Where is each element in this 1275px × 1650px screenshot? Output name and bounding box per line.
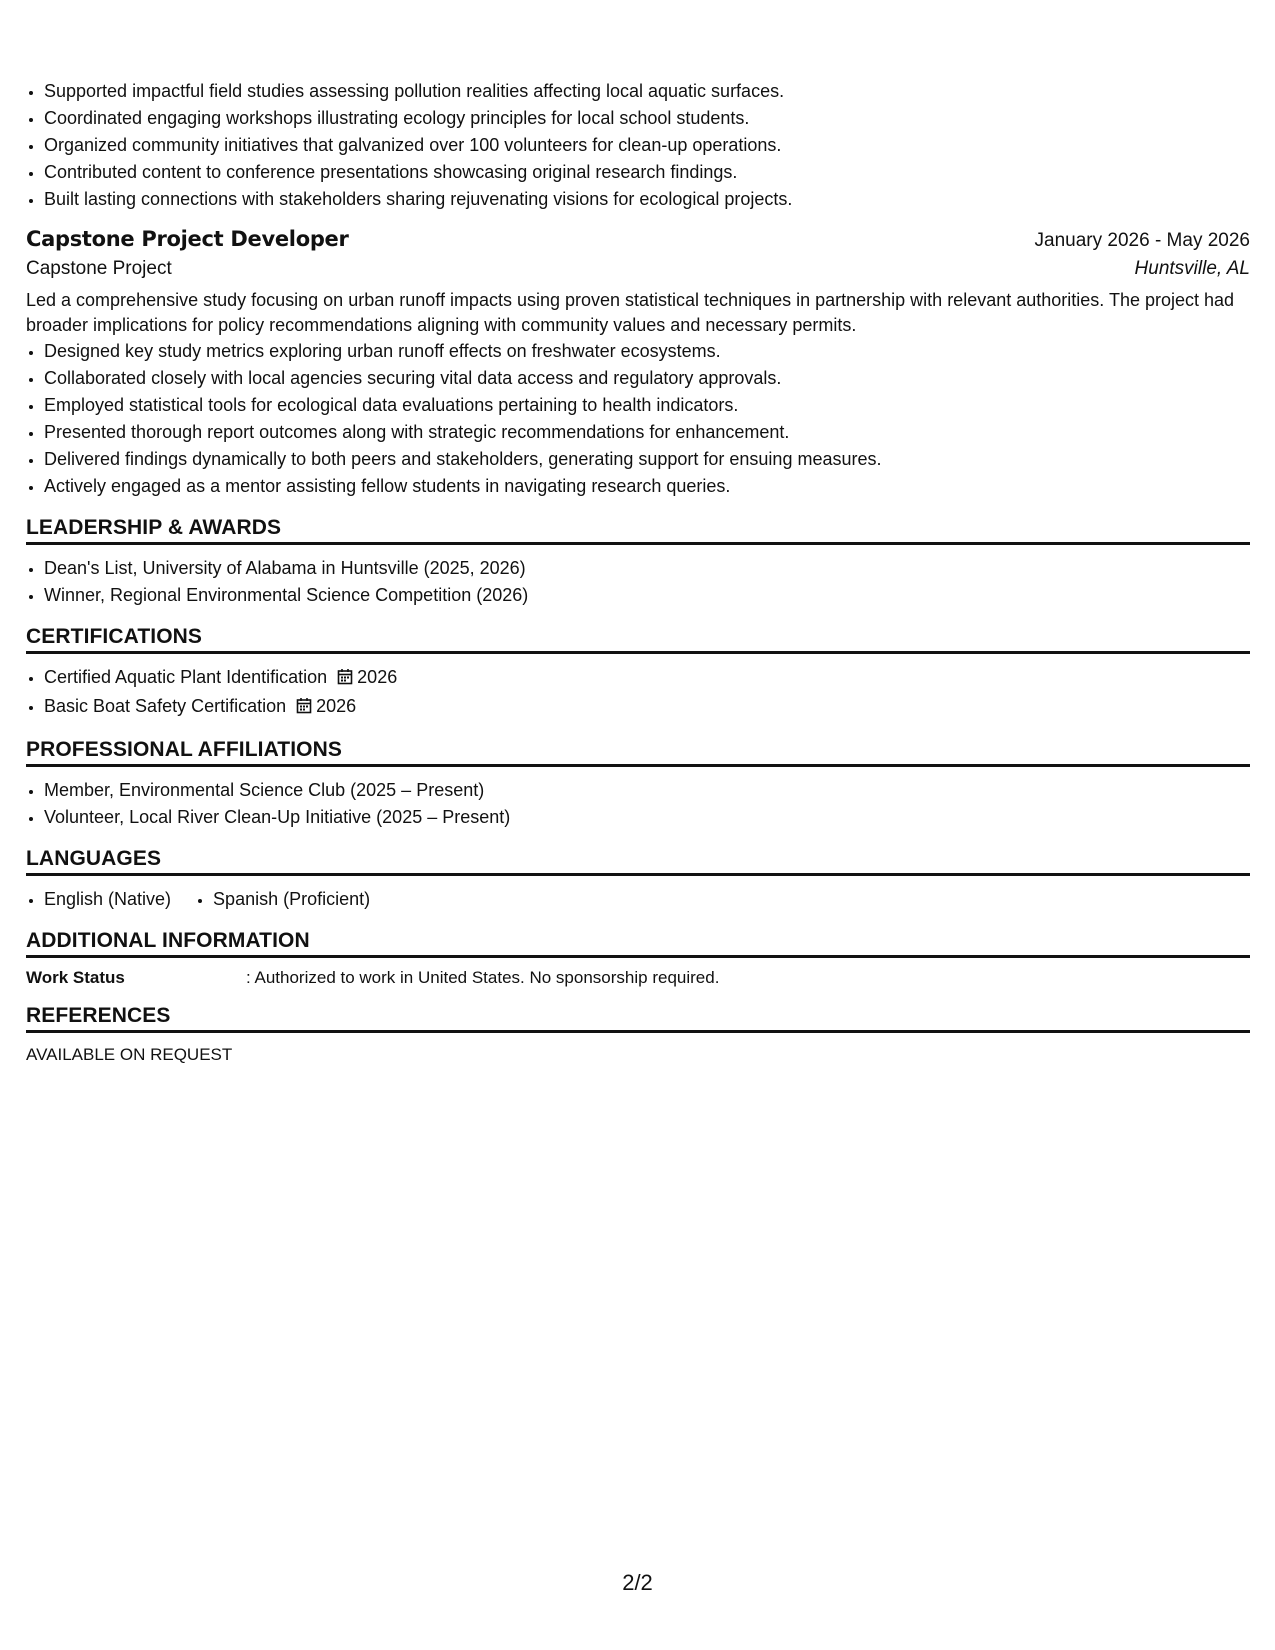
calendar-icon	[337, 666, 353, 693]
list-item: • Spanish (Proficient)	[213, 886, 370, 913]
section-title: ADDITIONAL INFORMATION	[26, 929, 1250, 958]
section-title: CERTIFICATIONS	[26, 625, 1250, 654]
job-title: Capstone Project Developer	[26, 227, 349, 251]
job-bullets	[26, 338, 1250, 500]
section-title: LEADERSHIP & AWARDS	[26, 516, 1250, 545]
job-summary: Led a comprehensive study focusing on urban runoff impacts using proven statistical techniques in partnership with relevant authorities. The project had broader implications for policy recommendations aligning with community values and necessary permits.	[26, 290, 1235, 335]
additional-info-section	[26, 929, 1250, 988]
job-dates: January 2026 - May 2026	[1034, 230, 1250, 251]
affiliations-list	[26, 777, 1250, 831]
list-item: • Employed statistical tools for ecological data evaluations pertaining to health indicators.	[44, 392, 1250, 419]
affiliations-section	[26, 738, 1250, 831]
list-item: • Presented thorough report outcomes along with strategic recommendations for enhancement.	[44, 419, 1250, 446]
references-text: AVAILABLE ON REQUEST	[26, 1045, 233, 1064]
page-indicator: 2/2	[622, 1570, 653, 1595]
list-item: • Winner, Regional Environmental Science Competition (2026)	[44, 582, 1250, 609]
resume-page	[26, 78, 1250, 1067]
list-item	[44, 693, 1250, 722]
certification-year: 2026	[357, 667, 398, 687]
languages-section	[26, 847, 1250, 913]
certifications-section	[26, 625, 1250, 722]
job-location: Huntsville, AL	[1134, 258, 1250, 279]
list-item	[44, 664, 1250, 693]
certification-year: 2026	[316, 696, 357, 716]
section-title: REFERENCES	[26, 1004, 1250, 1033]
references-section	[26, 1004, 1250, 1067]
list-item: • Designed key study metrics exploring urban runoff effects on freshwater ecosystems.	[44, 338, 1250, 365]
section-title: PROFESSIONAL AFFILIATIONS	[26, 738, 1250, 767]
list-item: • Dean's List, University of Alabama in Huntsville (2025, 2026)	[44, 555, 1250, 582]
list-item: • Delivered findings dynamically to both peers and stakeholders, generating support for ensuing measures.	[44, 446, 1250, 473]
section-title: LANGUAGES	[26, 847, 1250, 876]
job-header	[26, 227, 1250, 252]
certification-name: Certified Aquatic Plant Identification	[44, 667, 328, 687]
languages-list	[26, 886, 1250, 913]
certifications-list	[26, 664, 1250, 722]
list-item: • Member, Environmental Science Club (2025 – Present)	[44, 777, 1250, 804]
list-item: • Supported impactful field studies assessing pollution realities affecting local aquatic surfaces.	[44, 78, 1250, 105]
previous-job-bullets	[26, 78, 1250, 213]
work-status-row	[26, 968, 1250, 988]
certification-name: Basic Boat Safety Certification	[44, 696, 287, 716]
list-item: • Organized community initiatives that galvanized over 100 volunteers for clean-up operations.	[44, 132, 1250, 159]
leadership-list	[26, 555, 1250, 609]
list-item: • Collaborated closely with local agencies securing vital data access and regulatory approvals.	[44, 365, 1250, 392]
list-item: • Volunteer, Local River Clean-Up Initiative (2025 – Present)	[44, 804, 1250, 831]
job-organization: Capstone Project	[26, 258, 172, 279]
calendar-icon	[296, 695, 312, 722]
work-status-value: : Authorized to work in United States. No sponsorship required.	[246, 968, 720, 987]
list-item: • Contributed content to conference presentations showcasing original research findings.	[44, 159, 1250, 186]
job-subheader	[26, 258, 1250, 280]
list-item: • Built lasting connections with stakeholders sharing rejuvenating visions for ecological projects.	[44, 186, 1250, 213]
list-item: • Coordinated engaging workshops illustrating ecology principles for local school students.	[44, 105, 1250, 132]
work-status-label: Work Status	[26, 968, 125, 987]
list-item: • Actively engaged as a mentor assisting fellow students in navigating research queries.	[44, 473, 1250, 500]
list-item: • English (Native)	[44, 886, 171, 913]
leadership-section	[26, 516, 1250, 609]
